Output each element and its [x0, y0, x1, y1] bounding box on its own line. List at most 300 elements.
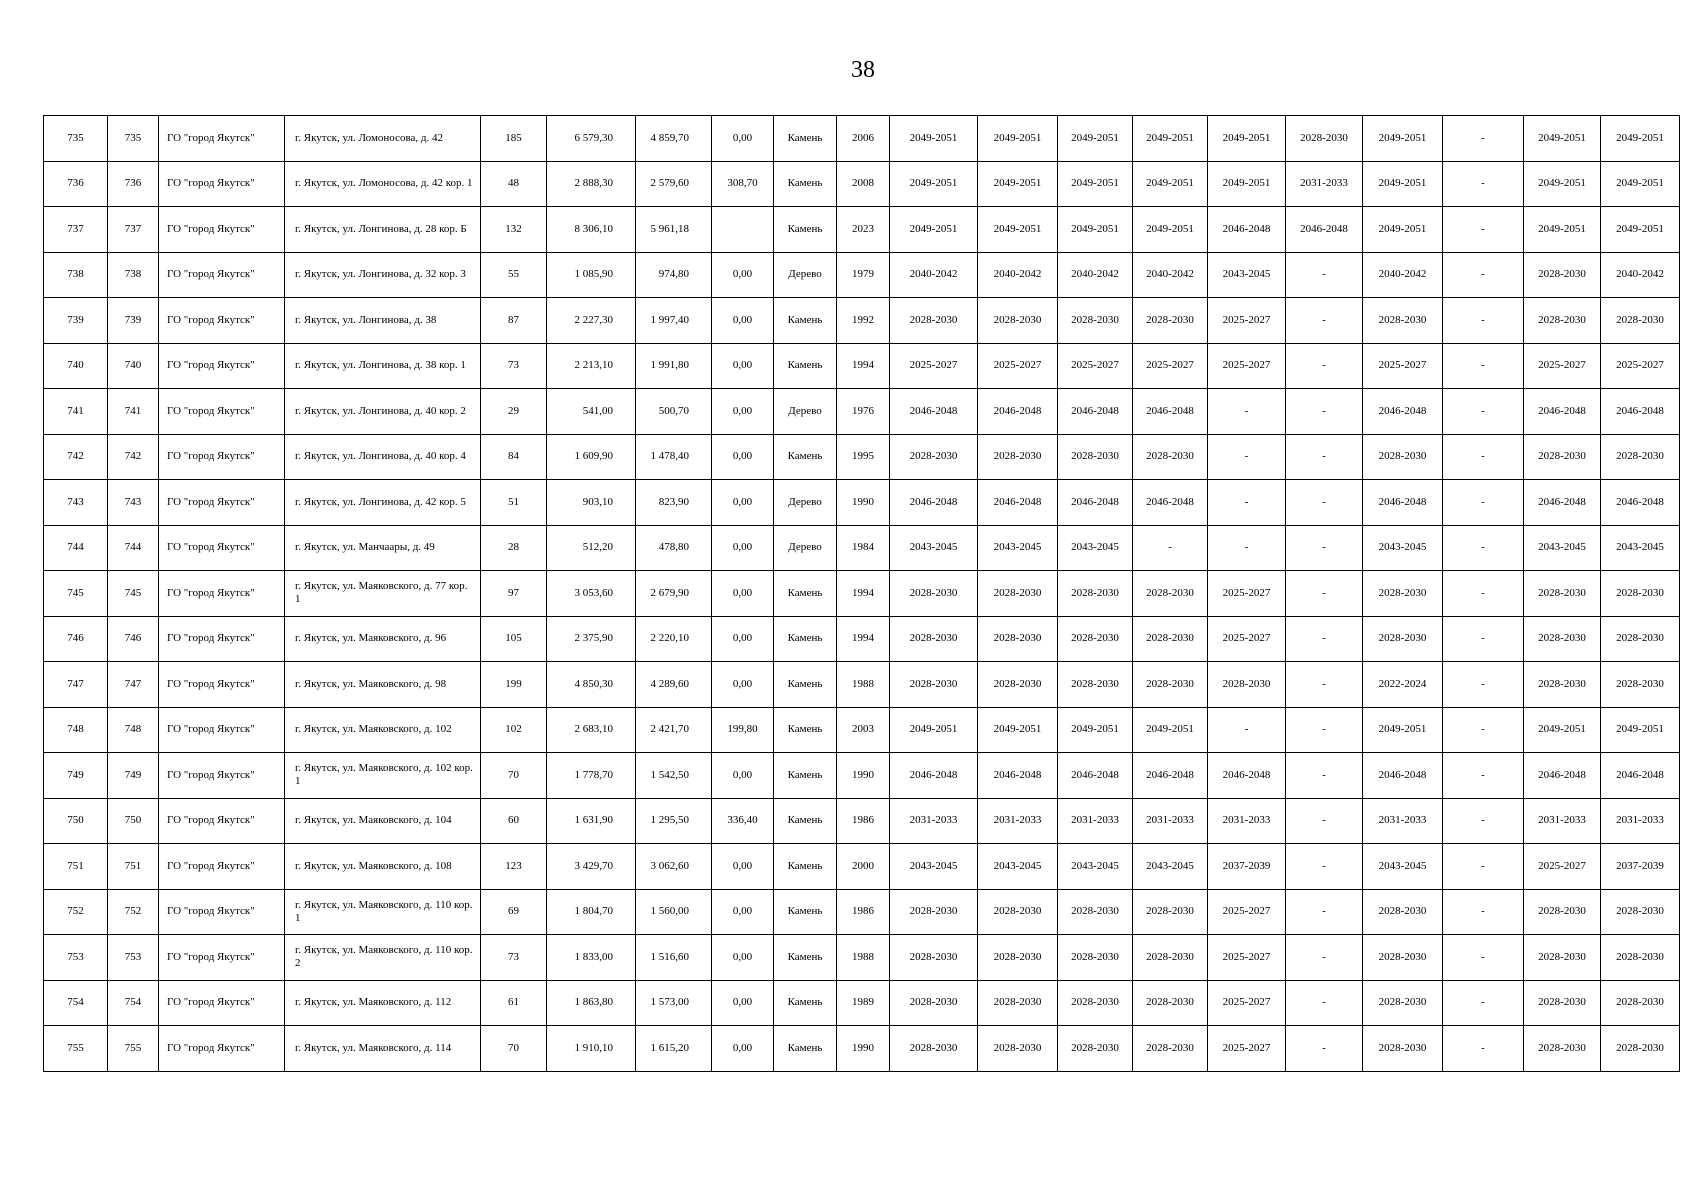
- cell-row-index: 744: [44, 525, 108, 571]
- cell-period-5: 2028-2030: [1208, 662, 1286, 708]
- cell-period-1: 2028-2030: [890, 662, 978, 708]
- cell-nonresidential-area: [712, 207, 774, 253]
- table-row: [44, 389, 1680, 435]
- cell-row-index: 752: [44, 889, 108, 935]
- cell-address: г. Якутск, ул. Маяковского, д. 110 кор. 2: [285, 935, 481, 981]
- cell-period-3: 2046-2048: [1058, 480, 1133, 526]
- cell-period-9: 2049-2051: [1524, 707, 1601, 753]
- cell-period-10: 2028-2030: [1601, 889, 1680, 935]
- cell-period-7: 2028-2030: [1363, 889, 1443, 935]
- cell-period-4: 2028-2030: [1133, 662, 1208, 708]
- cell-period-8: -: [1443, 889, 1524, 935]
- table-row: [44, 207, 1680, 253]
- cell-period-2: 2046-2048: [978, 389, 1058, 435]
- cell-total-area: 8 306,10: [547, 207, 636, 253]
- cell-house-id: 742: [108, 434, 159, 480]
- cell-period-7: 2028-2030: [1363, 616, 1443, 662]
- cell-period-10: 2028-2030: [1601, 935, 1680, 981]
- cell-period-8: -: [1443, 662, 1524, 708]
- cell-period-2: 2031-2033: [978, 798, 1058, 844]
- cell-total-area: 2 375,90: [547, 616, 636, 662]
- cell-period-6: -: [1286, 844, 1363, 890]
- cell-wall-material: Камень: [774, 935, 837, 981]
- cell-period-9: 2028-2030: [1524, 616, 1601, 662]
- cell-year-built: 1986: [837, 889, 890, 935]
- table-row: [44, 1026, 1680, 1072]
- cell-residents: 28: [481, 525, 547, 571]
- cell-wall-material: Камень: [774, 616, 837, 662]
- cell-period-5: -: [1208, 480, 1286, 526]
- cell-period-8: -: [1443, 434, 1524, 480]
- cell-period-9: 2028-2030: [1524, 1026, 1601, 1072]
- cell-row-index: 742: [44, 434, 108, 480]
- cell-residents: 48: [481, 161, 547, 207]
- cell-period-4: 2046-2048: [1133, 389, 1208, 435]
- cell-living-area: 1 997,40: [636, 298, 712, 344]
- cell-period-2: 2049-2051: [978, 116, 1058, 162]
- cell-period-2: 2043-2045: [978, 844, 1058, 890]
- cell-period-10: 2028-2030: [1601, 1026, 1680, 1072]
- cell-house-id: 754: [108, 980, 159, 1026]
- cell-period-3: 2049-2051: [1058, 707, 1133, 753]
- cell-period-10: 2028-2030: [1601, 616, 1680, 662]
- cell-total-area: 512,20: [547, 525, 636, 571]
- cell-period-4: 2028-2030: [1133, 935, 1208, 981]
- table-row: [44, 343, 1680, 389]
- table-row: [44, 116, 1680, 162]
- cell-period-4: 2025-2027: [1133, 343, 1208, 389]
- cell-period-6: -: [1286, 616, 1363, 662]
- cell-municipality: ГО "город Якутск": [159, 844, 285, 890]
- cell-period-1: 2043-2045: [890, 844, 978, 890]
- cell-municipality: ГО "город Якутск": [159, 434, 285, 480]
- cell-period-3: 2049-2051: [1058, 161, 1133, 207]
- table-row: [44, 298, 1680, 344]
- cell-period-6: -: [1286, 707, 1363, 753]
- cell-residents: 55: [481, 252, 547, 298]
- cell-living-area: 4 859,70: [636, 116, 712, 162]
- cell-period-6: 2031-2033: [1286, 161, 1363, 207]
- cell-row-index: 741: [44, 389, 108, 435]
- cell-municipality: ГО "город Якутск": [159, 343, 285, 389]
- cell-period-9: 2028-2030: [1524, 252, 1601, 298]
- table-row: [44, 798, 1680, 844]
- cell-period-5: -: [1208, 389, 1286, 435]
- cell-municipality: ГО "город Якутск": [159, 980, 285, 1026]
- cell-period-6: -: [1286, 980, 1363, 1026]
- cell-period-1: 2049-2051: [890, 161, 978, 207]
- cell-year-built: 1984: [837, 525, 890, 571]
- cell-residents: 70: [481, 753, 547, 799]
- cell-period-8: -: [1443, 161, 1524, 207]
- cell-period-3: 2031-2033: [1058, 798, 1133, 844]
- cell-period-1: 2043-2045: [890, 525, 978, 571]
- cell-residents: 69: [481, 889, 547, 935]
- cell-period-3: 2049-2051: [1058, 207, 1133, 253]
- cell-address: г. Якутск, ул. Лонгинова, д. 38 кор. 1: [285, 343, 481, 389]
- cell-period-10: 2046-2048: [1601, 480, 1680, 526]
- cell-municipality: ГО "город Якутск": [159, 889, 285, 935]
- cell-period-6: -: [1286, 343, 1363, 389]
- cell-municipality: ГО "город Якутск": [159, 298, 285, 344]
- cell-period-9: 2028-2030: [1524, 889, 1601, 935]
- cell-living-area: 2 421,70: [636, 707, 712, 753]
- cell-period-2: 2028-2030: [978, 1026, 1058, 1072]
- cell-total-area: 541,00: [547, 389, 636, 435]
- cell-period-7: 2049-2051: [1363, 161, 1443, 207]
- cell-period-8: -: [1443, 207, 1524, 253]
- cell-period-3: 2028-2030: [1058, 935, 1133, 981]
- cell-municipality: ГО "город Якутск": [159, 207, 285, 253]
- cell-total-area: 2 888,30: [547, 161, 636, 207]
- cell-period-5: 2025-2027: [1208, 571, 1286, 617]
- cell-total-area: 4 850,30: [547, 662, 636, 708]
- cell-living-area: 1 542,50: [636, 753, 712, 799]
- cell-period-4: 2049-2051: [1133, 116, 1208, 162]
- table-row: [44, 889, 1680, 935]
- cell-row-index: 737: [44, 207, 108, 253]
- cell-house-id: 740: [108, 343, 159, 389]
- cell-period-7: 2043-2045: [1363, 525, 1443, 571]
- cell-row-index: 736: [44, 161, 108, 207]
- cell-period-6: -: [1286, 434, 1363, 480]
- table-row: [44, 434, 1680, 480]
- cell-row-index: 740: [44, 343, 108, 389]
- cell-period-8: -: [1443, 525, 1524, 571]
- cell-total-area: 3 053,60: [547, 571, 636, 617]
- cell-period-4: 2028-2030: [1133, 1026, 1208, 1072]
- cell-period-1: 2028-2030: [890, 889, 978, 935]
- cell-period-5: 2031-2033: [1208, 798, 1286, 844]
- cell-period-5: -: [1208, 525, 1286, 571]
- cell-year-built: 2003: [837, 707, 890, 753]
- cell-period-1: 2028-2030: [890, 571, 978, 617]
- cell-period-8: -: [1443, 480, 1524, 526]
- table-row: [44, 616, 1680, 662]
- cell-period-9: 2028-2030: [1524, 662, 1601, 708]
- cell-period-5: 2025-2027: [1208, 298, 1286, 344]
- cell-period-3: 2028-2030: [1058, 571, 1133, 617]
- cell-period-9: 2028-2030: [1524, 571, 1601, 617]
- cell-period-2: 2028-2030: [978, 434, 1058, 480]
- cell-address: г. Якутск, ул. Лонгинова, д. 42 кор. 5: [285, 480, 481, 526]
- cell-year-built: 1989: [837, 980, 890, 1026]
- cell-nonresidential-area: 0,00: [712, 116, 774, 162]
- cell-period-7: 2049-2051: [1363, 707, 1443, 753]
- cell-period-7: 2049-2051: [1363, 207, 1443, 253]
- cell-period-10: 2049-2051: [1601, 161, 1680, 207]
- cell-house-id: 751: [108, 844, 159, 890]
- cell-period-5: 2025-2027: [1208, 1026, 1286, 1072]
- cell-period-3: 2028-2030: [1058, 1026, 1133, 1072]
- cell-house-id: 741: [108, 389, 159, 435]
- cell-period-5: 2025-2027: [1208, 889, 1286, 935]
- cell-period-5: 2049-2051: [1208, 161, 1286, 207]
- cell-house-id: 739: [108, 298, 159, 344]
- cell-wall-material: Дерево: [774, 525, 837, 571]
- cell-year-built: 1995: [837, 434, 890, 480]
- cell-period-6: -: [1286, 571, 1363, 617]
- cell-address: г. Якутск, ул. Маяковского, д. 114: [285, 1026, 481, 1072]
- cell-period-10: 2028-2030: [1601, 571, 1680, 617]
- cell-address: г. Якутск, ул. Лонгинова, д. 32 кор. 3: [285, 252, 481, 298]
- cell-year-built: 1986: [837, 798, 890, 844]
- cell-period-4: 2046-2048: [1133, 480, 1208, 526]
- cell-total-area: 1 085,90: [547, 252, 636, 298]
- cell-period-5: 2043-2045: [1208, 252, 1286, 298]
- cell-total-area: 1 609,90: [547, 434, 636, 480]
- cell-residents: 132: [481, 207, 547, 253]
- cell-period-1: 2049-2051: [890, 707, 978, 753]
- cell-period-6: -: [1286, 525, 1363, 571]
- cell-year-built: 2000: [837, 844, 890, 890]
- cell-period-1: 2028-2030: [890, 434, 978, 480]
- cell-period-8: -: [1443, 798, 1524, 844]
- cell-period-8: -: [1443, 707, 1524, 753]
- cell-period-2: 2043-2045: [978, 525, 1058, 571]
- cell-period-7: 2046-2048: [1363, 480, 1443, 526]
- cell-wall-material: Дерево: [774, 480, 837, 526]
- cell-period-10: 2049-2051: [1601, 116, 1680, 162]
- cell-house-id: 755: [108, 1026, 159, 1072]
- cell-residents: 61: [481, 980, 547, 1026]
- cell-period-10: 2049-2051: [1601, 207, 1680, 253]
- cell-row-index: 754: [44, 980, 108, 1026]
- cell-row-index: 747: [44, 662, 108, 708]
- cell-total-area: 2 683,10: [547, 707, 636, 753]
- cell-period-9: 2043-2045: [1524, 525, 1601, 571]
- cell-municipality: ГО "город Якутск": [159, 753, 285, 799]
- cell-period-7: 2043-2045: [1363, 844, 1443, 890]
- table-body: [44, 116, 1680, 1072]
- cell-total-area: 2 227,30: [547, 298, 636, 344]
- cell-residents: 60: [481, 798, 547, 844]
- cell-wall-material: Камень: [774, 1026, 837, 1072]
- cell-address: г. Якутск, ул. Маяковского, д. 110 кор. 1: [285, 889, 481, 935]
- cell-period-5: -: [1208, 707, 1286, 753]
- cell-wall-material: Камень: [774, 161, 837, 207]
- cell-living-area: 2 679,90: [636, 571, 712, 617]
- cell-period-8: -: [1443, 1026, 1524, 1072]
- cell-period-9: 2025-2027: [1524, 343, 1601, 389]
- cell-row-index: 746: [44, 616, 108, 662]
- cell-period-7: 2046-2048: [1363, 753, 1443, 799]
- cell-address: г. Якутск, ул. Маяковского, д. 102 кор. 1: [285, 753, 481, 799]
- cell-address: г. Якутск, ул. Манчаары, д. 49: [285, 525, 481, 571]
- cell-period-1: 2046-2048: [890, 389, 978, 435]
- cell-period-9: 2031-2033: [1524, 798, 1601, 844]
- cell-period-9: 2028-2030: [1524, 434, 1601, 480]
- cell-nonresidential-area: 0,00: [712, 298, 774, 344]
- cell-period-8: -: [1443, 389, 1524, 435]
- cell-address: г. Якутск, ул. Маяковского, д. 108: [285, 844, 481, 890]
- cell-period-4: 2031-2033: [1133, 798, 1208, 844]
- cell-house-id: 738: [108, 252, 159, 298]
- cell-municipality: ГО "город Якутск": [159, 935, 285, 981]
- table-row: [44, 571, 1680, 617]
- cell-period-9: 2046-2048: [1524, 753, 1601, 799]
- cell-period-5: 2025-2027: [1208, 616, 1286, 662]
- cell-period-7: 2028-2030: [1363, 298, 1443, 344]
- cell-house-id: 746: [108, 616, 159, 662]
- cell-residents: 185: [481, 116, 547, 162]
- cell-period-1: 2028-2030: [890, 616, 978, 662]
- cell-period-6: -: [1286, 389, 1363, 435]
- cell-period-7: 2028-2030: [1363, 571, 1443, 617]
- cell-address: г. Якутск, ул. Маяковского, д. 77 кор. 1: [285, 571, 481, 617]
- cell-municipality: ГО "город Якутск": [159, 116, 285, 162]
- cell-total-area: 1 910,10: [547, 1026, 636, 1072]
- cell-year-built: 1988: [837, 662, 890, 708]
- cell-period-5: 2025-2027: [1208, 343, 1286, 389]
- cell-living-area: 500,70: [636, 389, 712, 435]
- cell-year-built: 1979: [837, 252, 890, 298]
- cell-period-6: -: [1286, 1026, 1363, 1072]
- cell-nonresidential-area: 0,00: [712, 616, 774, 662]
- cell-period-10: 2043-2045: [1601, 525, 1680, 571]
- table-row: [44, 844, 1680, 890]
- cell-period-10: 2040-2042: [1601, 252, 1680, 298]
- cell-period-3: 2028-2030: [1058, 298, 1133, 344]
- cell-period-3: 2049-2051: [1058, 116, 1133, 162]
- cell-period-2: 2028-2030: [978, 935, 1058, 981]
- cell-period-5: 2025-2027: [1208, 935, 1286, 981]
- cell-residents: 97: [481, 571, 547, 617]
- cell-period-8: -: [1443, 571, 1524, 617]
- cell-residents: 87: [481, 298, 547, 344]
- cell-year-built: 2006: [837, 116, 890, 162]
- cell-wall-material: Камень: [774, 707, 837, 753]
- cell-period-4: 2040-2042: [1133, 252, 1208, 298]
- cell-house-id: 736: [108, 161, 159, 207]
- cell-row-index: 753: [44, 935, 108, 981]
- cell-period-2: 2028-2030: [978, 889, 1058, 935]
- cell-period-7: 2028-2030: [1363, 1026, 1443, 1072]
- cell-municipality: ГО "город Якутск": [159, 662, 285, 708]
- cell-period-7: 2028-2030: [1363, 980, 1443, 1026]
- cell-living-area: 3 062,60: [636, 844, 712, 890]
- cell-period-3: 2046-2048: [1058, 753, 1133, 799]
- cell-period-1: 2046-2048: [890, 753, 978, 799]
- cell-nonresidential-area: 0,00: [712, 389, 774, 435]
- cell-period-4: -: [1133, 525, 1208, 571]
- cell-period-1: 2028-2030: [890, 935, 978, 981]
- cell-period-4: 2028-2030: [1133, 980, 1208, 1026]
- cell-period-4: 2028-2030: [1133, 889, 1208, 935]
- cell-period-3: 2043-2045: [1058, 844, 1133, 890]
- cell-period-10: 2025-2027: [1601, 343, 1680, 389]
- cell-living-area: 1 516,60: [636, 935, 712, 981]
- cell-period-10: 2046-2048: [1601, 389, 1680, 435]
- cell-address: г. Якутск, ул. Маяковского, д. 102: [285, 707, 481, 753]
- cell-year-built: 1990: [837, 753, 890, 799]
- cell-residents: 73: [481, 343, 547, 389]
- table-row: [44, 707, 1680, 753]
- cell-period-8: -: [1443, 753, 1524, 799]
- cell-period-7: 2049-2051: [1363, 116, 1443, 162]
- cell-nonresidential-area: 0,00: [712, 525, 774, 571]
- cell-municipality: ГО "город Якутск": [159, 571, 285, 617]
- cell-period-9: 2049-2051: [1524, 161, 1601, 207]
- cell-period-6: -: [1286, 889, 1363, 935]
- cell-address: г. Якутск, ул. Лонгинова, д. 28 кор. Б: [285, 207, 481, 253]
- cell-period-2: 2046-2048: [978, 480, 1058, 526]
- cell-address: г. Якутск, ул. Маяковского, д. 104: [285, 798, 481, 844]
- cell-residents: 105: [481, 616, 547, 662]
- cell-nonresidential-area: 0,00: [712, 434, 774, 480]
- cell-period-5: 2046-2048: [1208, 207, 1286, 253]
- cell-period-1: 2028-2030: [890, 298, 978, 344]
- cell-row-index: 750: [44, 798, 108, 844]
- cell-period-6: -: [1286, 753, 1363, 799]
- cell-period-1: 2046-2048: [890, 480, 978, 526]
- cell-nonresidential-area: 0,00: [712, 662, 774, 708]
- cell-nonresidential-area: 0,00: [712, 753, 774, 799]
- cell-period-4: 2028-2030: [1133, 616, 1208, 662]
- cell-period-6: -: [1286, 480, 1363, 526]
- cell-period-8: -: [1443, 252, 1524, 298]
- cell-period-9: 2028-2030: [1524, 980, 1601, 1026]
- cell-period-10: 2028-2030: [1601, 298, 1680, 344]
- cell-year-built: 2023: [837, 207, 890, 253]
- cell-period-2: 2025-2027: [978, 343, 1058, 389]
- cell-row-index: 735: [44, 116, 108, 162]
- cell-period-3: 2046-2048: [1058, 389, 1133, 435]
- cell-row-index: 749: [44, 753, 108, 799]
- cell-period-4: 2049-2051: [1133, 707, 1208, 753]
- cell-nonresidential-area: 0,00: [712, 343, 774, 389]
- cell-total-area: 1 778,70: [547, 753, 636, 799]
- cell-wall-material: Камень: [774, 662, 837, 708]
- cell-address: г. Якутск, ул. Лонгинова, д. 40 кор. 2: [285, 389, 481, 435]
- cell-period-8: -: [1443, 298, 1524, 344]
- cell-house-id: 753: [108, 935, 159, 981]
- cell-total-area: 2 213,10: [547, 343, 636, 389]
- cell-address: г. Якутск, ул. Лонгинова, д. 38: [285, 298, 481, 344]
- cell-house-id: 750: [108, 798, 159, 844]
- cell-period-6: 2046-2048: [1286, 207, 1363, 253]
- cell-period-1: 2028-2030: [890, 1026, 978, 1072]
- cell-period-1: 2028-2030: [890, 980, 978, 1026]
- cell-living-area: 1 478,40: [636, 434, 712, 480]
- cell-period-6: -: [1286, 662, 1363, 708]
- cell-period-9: 2028-2030: [1524, 935, 1601, 981]
- cell-period-4: 2049-2051: [1133, 207, 1208, 253]
- cell-wall-material: Камень: [774, 116, 837, 162]
- cell-period-10: 2028-2030: [1601, 662, 1680, 708]
- cell-period-5: 2037-2039: [1208, 844, 1286, 890]
- cell-row-index: 743: [44, 480, 108, 526]
- cell-period-4: 2028-2030: [1133, 571, 1208, 617]
- cell-wall-material: Камень: [774, 343, 837, 389]
- cell-nonresidential-area: 308,70: [712, 161, 774, 207]
- cell-living-area: 1 615,20: [636, 1026, 712, 1072]
- cell-period-7: 2022-2024: [1363, 662, 1443, 708]
- cell-period-1: 2040-2042: [890, 252, 978, 298]
- cell-total-area: 6 579,30: [547, 116, 636, 162]
- cell-municipality: ГО "город Якутск": [159, 252, 285, 298]
- cell-address: г. Якутск, ул. Лонгинова, д. 40 кор. 4: [285, 434, 481, 480]
- cell-period-6: 2028-2030: [1286, 116, 1363, 162]
- table-row: [44, 252, 1680, 298]
- table-row: [44, 525, 1680, 571]
- cell-residents: 29: [481, 389, 547, 435]
- cell-period-4: 2049-2051: [1133, 161, 1208, 207]
- table-row: [44, 480, 1680, 526]
- cell-period-1: 2031-2033: [890, 798, 978, 844]
- cell-period-10: 2037-2039: [1601, 844, 1680, 890]
- cell-period-4: 2028-2030: [1133, 298, 1208, 344]
